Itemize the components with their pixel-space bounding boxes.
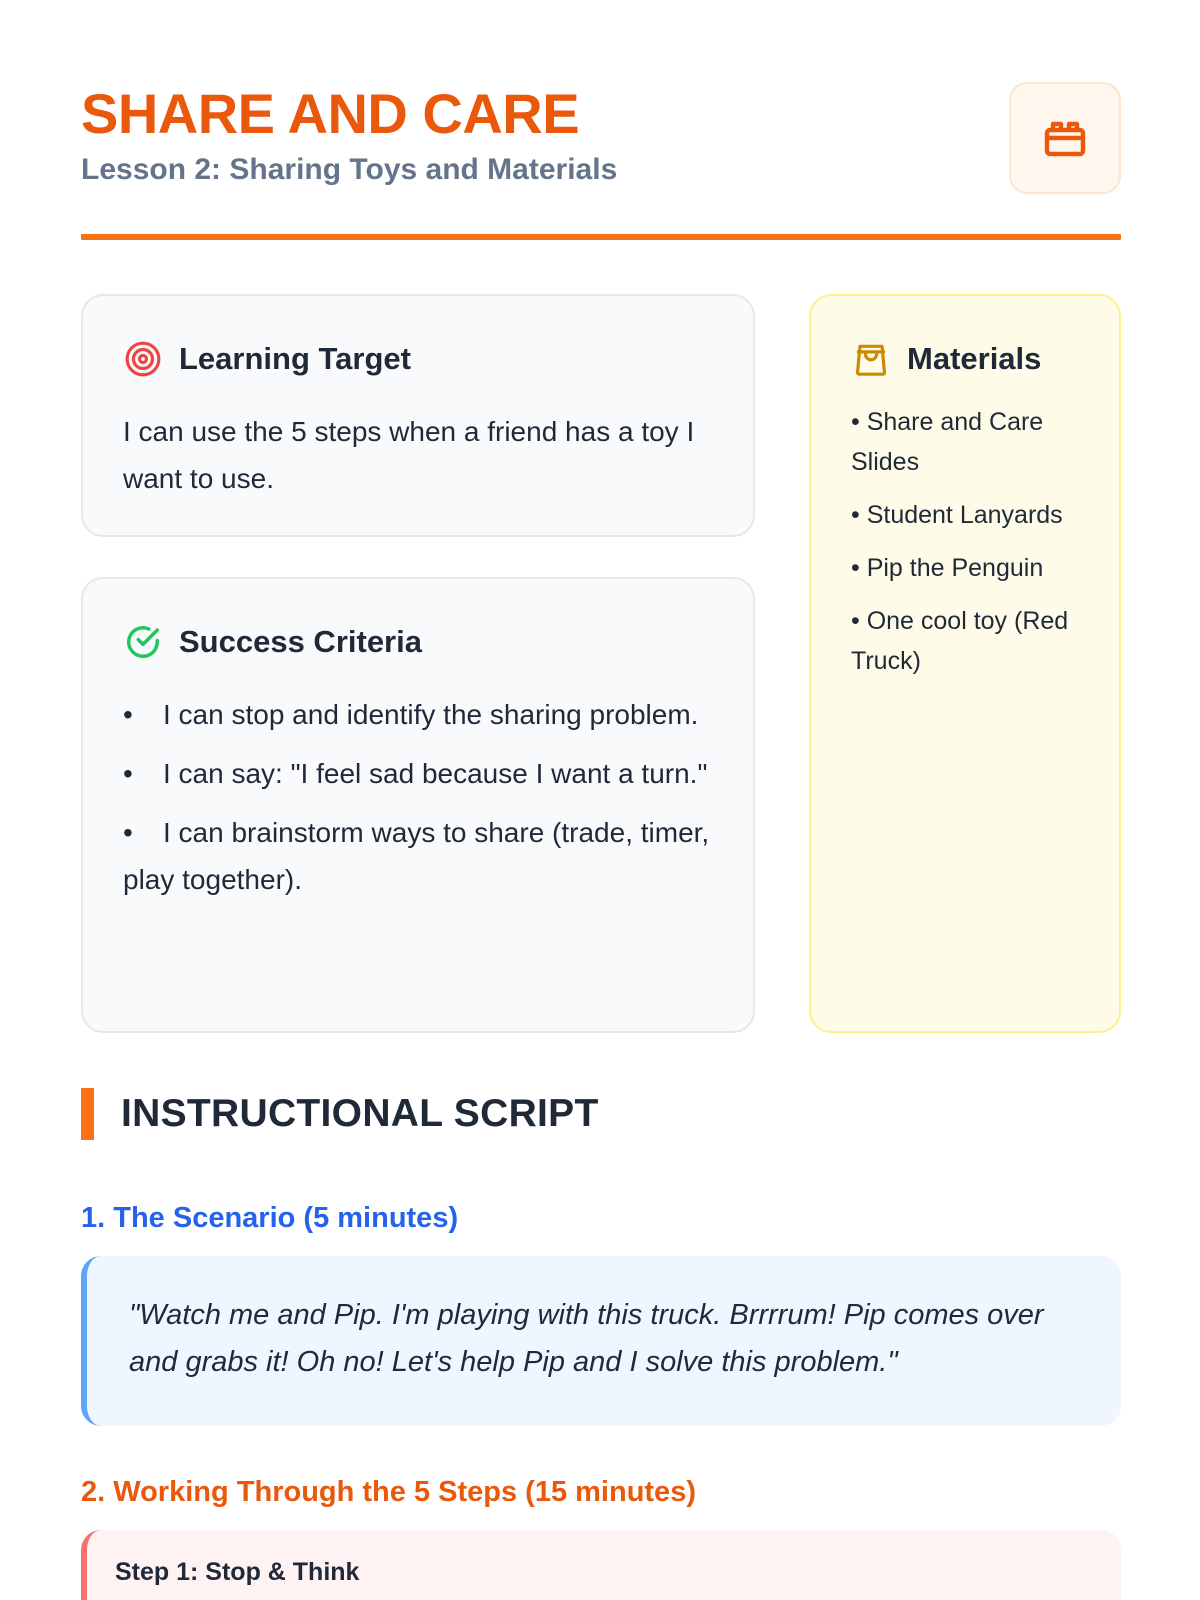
lesson-header (81, 80, 1121, 200)
list-item: • One cool toy (Red Truck) (851, 607, 1069, 675)
list-item: • Pip the Penguin (851, 554, 1044, 582)
success-criteria-list (123, 691, 713, 915)
page-title: SHARE AND CARE (81, 82, 580, 145)
materials-list (851, 402, 1091, 694)
learning-target-text: I can use the 5 steps when a friend has a toy I want to use. (123, 416, 695, 494)
scenario-quote-text: "Watch me and Pip. I'm playing with this truck. Brrrrum! Pip comes over and grabs it! Oh no! Let's help Pip and I solve this problem." (129, 1299, 1044, 1378)
part1-heading: 1. The Scenario (5 minutes) (81, 1202, 459, 1234)
header-logo-badge (1009, 82, 1121, 194)
section-accent-bar (81, 1088, 94, 1140)
list-item (123, 691, 713, 738)
section-title: INSTRUCTIONAL SCRIPT (121, 1092, 599, 1135)
check-circle-icon (123, 622, 163, 662)
criteria-text: I can say: "I feel sad because I want a turn." (163, 758, 708, 789)
target-icon (123, 339, 163, 379)
lesson-page (81, 0, 1121, 1600)
success-criteria-card (81, 577, 755, 1033)
materials-title: Materials (907, 341, 1042, 376)
materials-header (851, 334, 1041, 384)
learning-target-title: Learning Target (179, 341, 411, 376)
criteria-text: I can stop and identify the sharing problem. (163, 699, 699, 730)
shopping-bag-icon (851, 339, 891, 379)
list-item (123, 809, 713, 903)
toy-block-icon (1041, 114, 1089, 162)
step1-card (81, 1530, 1121, 1600)
bullet: • (123, 758, 133, 789)
criteria-text: I can brainstorm ways to share (trade, timer, play together). (123, 817, 710, 895)
learning-target-header (123, 334, 411, 384)
scenario-quote (81, 1256, 1121, 1426)
bullet: • (123, 699, 133, 730)
bullet: • (123, 817, 133, 848)
step1-title: Step 1: Stop & Think (115, 1558, 360, 1586)
learning-target-card (81, 294, 755, 537)
lesson-subtitle: Lesson 2: Sharing Toys and Materials (81, 153, 618, 186)
materials-card (809, 294, 1121, 1033)
success-criteria-title: Success Criteria (179, 624, 422, 659)
list-item: • Student Lanyards (851, 501, 1063, 529)
part2-heading: 2. Working Through the 5 Steps (15 minutes) (81, 1476, 696, 1508)
list-item: • Share and Care Slides (851, 408, 1044, 476)
success-criteria-header (123, 617, 422, 667)
list-item (123, 750, 713, 797)
header-divider (81, 234, 1121, 240)
